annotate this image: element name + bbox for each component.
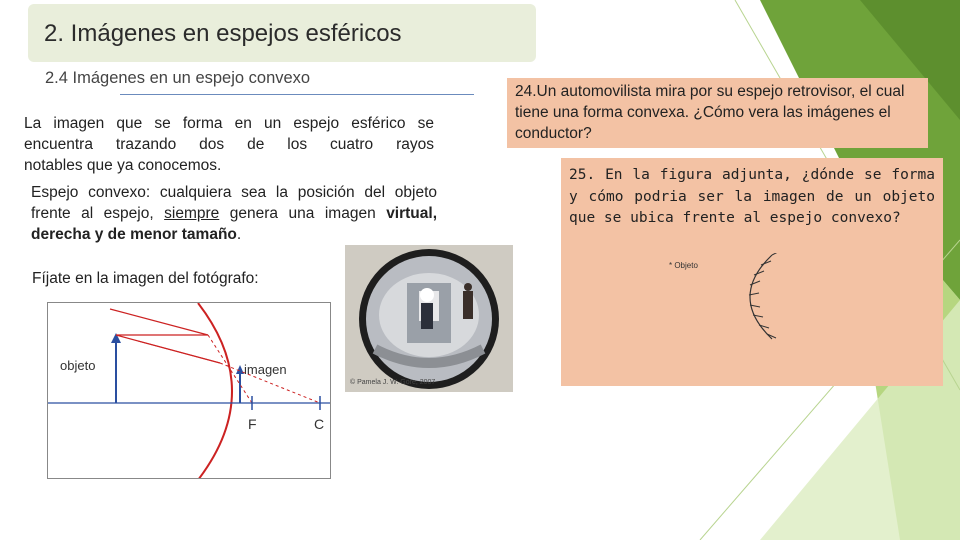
center-label: C [314,416,325,432]
intro-paragraph [24,113,434,176]
q25-convex-mirror [668,253,778,353]
q25-object-label: * Objeto [669,261,698,270]
intro-line-3: notables que ya conocemos. [24,157,222,174]
subtitle-rule [120,94,474,95]
object-label: objeto [60,358,96,373]
q25-mirror-curve [750,255,772,339]
convex-text-end: . [236,226,242,243]
question-25: 25. En la figura adjunta, ¿dónde se forma y cómo podria ser la imagen de un objeto que se ubica frente al espejo convexo? [569,167,935,226]
question-24: 24.Un automovilista mira por su espejo retrovisor, el cual tiene una forma convexa. ¿Cómo vera las imágenes el conductor? [507,78,928,148]
image-label: imagen [244,362,287,377]
convex-text-start: Espejo convexo: cualquiera sea la posición del objeto frente al espejo, [31,184,437,222]
convex-mirror-photo [345,245,513,392]
convex-bold-text: virtual, derecha y de menor tamaño [31,205,438,243]
focus-label: F [248,416,257,432]
photo-credit: © Pamela J. W. Gore, 2007 [350,379,436,386]
camera-flash [420,288,434,302]
convex-mirror-paragraph [31,182,437,245]
slide-title: 2. Imágenes en espejos esféricos [44,20,402,47]
convex-text-mid: genera una imagen [219,205,387,222]
question-25-box [561,158,943,386]
slide-subtitle: 2.4 Imágenes en un espejo convexo [45,69,311,87]
photographer-note: Fíjate en la imagen del fotógrafo: [32,270,259,287]
ray-diagram [47,302,331,479]
convex-underlined-word: siempre [164,205,220,222]
intro-line-1: La imagen que se forma en un espejo esférico se [24,115,434,132]
intro-line-2: encuentra trazando dos de los cuatro rayos [24,136,434,153]
ray-diagram-svg [48,303,331,479]
